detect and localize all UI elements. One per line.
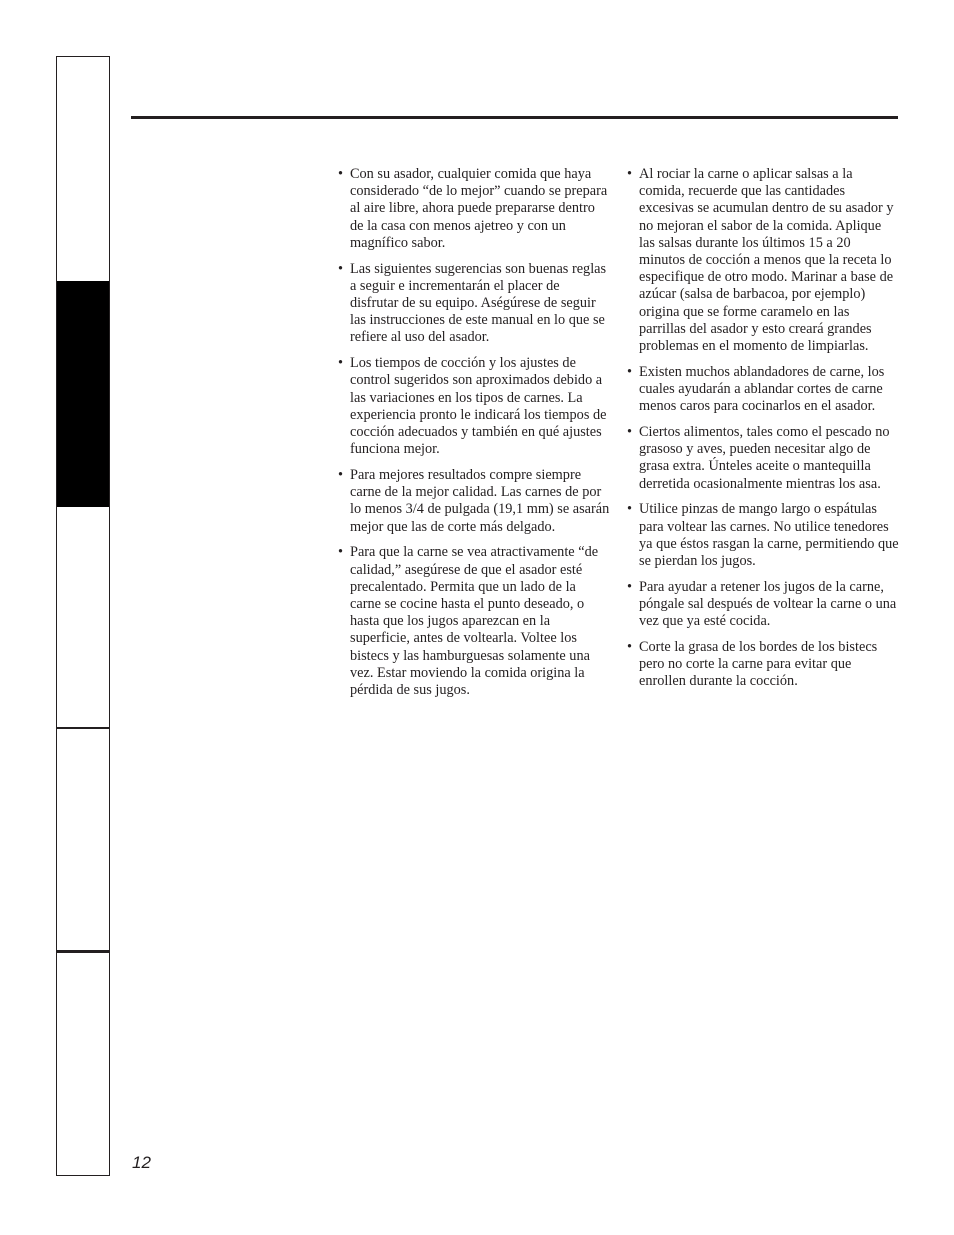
bullet-icon: • [627, 166, 633, 182]
tip-text: Ciertos alimentos, tales como el pescado no grasoso y aves, pueden necesitar algo de grasa extra. Únteles aceite o mantequilla derretida ocasionalmente mientras los asa. [639, 424, 890, 492]
tip-item [627, 166, 899, 355]
bullet-icon: • [627, 363, 633, 380]
tip-item [627, 639, 899, 691]
bullet-icon: • [627, 639, 633, 656]
bullet-icon: • [627, 501, 633, 518]
tip-text: Con su asador, cualquier comida que haya considerado “de lo mejor” cuando se prepara al aire libre, ahora puede prepararse dentro de la casa con menos ajetreo y con un magnífico sabor. [350, 166, 608, 251]
tip-item [338, 261, 610, 347]
tip-item [627, 579, 899, 631]
tip-text: Las siguientes sugerencias son buenas reglas a seguir e incrementarán el placer de disfrutar de su equipo. Aségúrese de seguir las instrucciones de este manual en lo que se refiere al uso del asador. [350, 260, 607, 346]
tip-item [627, 424, 899, 493]
tip-text: Para ayudar a retener los jugos de la carne, póngale sal después de voltear la carne o una vez que ya esté cocida. [639, 578, 897, 630]
bullet-icon: • [338, 355, 344, 372]
tip-item [627, 501, 899, 570]
tip-text: Los tiempos de cocción y los ajustes de control sugeridos son aproximados debido a las variaciones en los tipos de carnes. La experiencia pronto le indicará los tiempos de cocción adecuados y también en qué ajustes funciona mejor. [350, 355, 607, 458]
tips-column-left [338, 166, 610, 708]
page-number: 12 [132, 1153, 151, 1172]
tip-text: Al rociar la carne o aplicar salsas a la comida, recuerde que las cantidades excesivas se acumulan dentro de su asador y no mejoran el sabor de la comida. Aplique las salsas durante los últimos 15 a 20 minutos de cocción a menos que la receta lo especifique de otro modo. Marinar a base de azúcar (salsa de barbacoa, por ejemplo) origina que se forme caramelo en las parrillas del asador y esto creará grandes problemas en el momento de limpiarlas. [639, 166, 894, 355]
tip-item [338, 166, 610, 252]
bullet-icon: • [627, 424, 633, 441]
tip-item [338, 544, 610, 699]
section-tab-2-active [57, 281, 109, 507]
tip-text: Utilice pinzas de mango largo o espátulas para voltear las carnes. No utilice tenedores ya que éstos rasgan la carne, permitiendo que se pierdan los jugos. [639, 501, 899, 570]
tip-item [338, 355, 610, 458]
bullet-icon: • [338, 467, 344, 484]
bullet-icon: • [338, 166, 344, 182]
section-tab-3 [57, 507, 109, 729]
tip-text: Corte la grasa de los bordes de los bistecs pero no corte la carne para evitar que enrollen durante la cocción. [639, 639, 878, 690]
bullet-icon: • [627, 578, 633, 595]
section-tab-4 [57, 729, 109, 953]
tip-text: Para que la carne se vea atractivamente “de calidad,” asegúrese de que el asador esté precalentado. Permita que un lado de la carne se cocine hasta el punto deseado, o hasta que los jugos aparezcan en la superficie, antes de voltearla. Voltee los bistecs y las hamburguesas solamente una vez. Estar moviendo la comida origina la pérdida de sus jugos. [350, 544, 599, 699]
tip-item [338, 467, 610, 536]
section-tabs [56, 56, 110, 1176]
bullet-icon: • [338, 544, 344, 561]
header-rule [131, 116, 898, 119]
tips-column-right [627, 166, 899, 699]
section-tab-1 [57, 57, 109, 281]
bullet-icon: • [338, 260, 344, 277]
tip-text: Para mejores resultados compre siempre carne de la mejor calidad. Las carnes de por lo menos 3/4 de pulgada (19,1 mm) se asarán mejor que las de corte más delgado. [350, 467, 610, 535]
tip-text: Existen muchos ablandadores de carne, los cuales ayudarán a ablandar cortes de carne menos caros para cocinarlos en el asador. [639, 363, 885, 415]
section-tab-5 [57, 953, 109, 1175]
tip-item [627, 364, 899, 416]
